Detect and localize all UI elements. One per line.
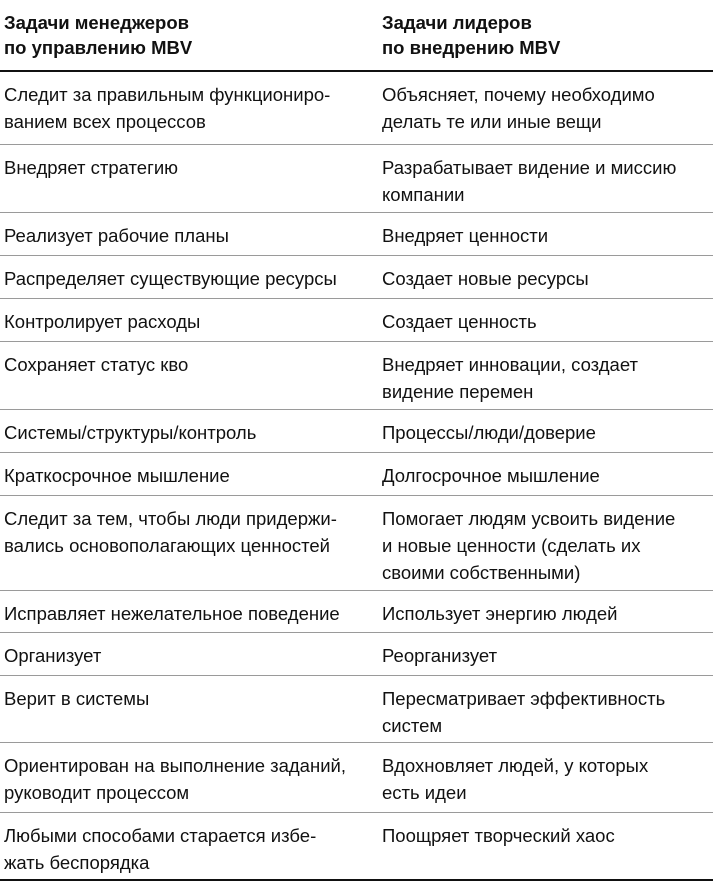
table-row — [0, 213, 713, 256]
table-row — [0, 342, 713, 410]
manager-task-cell: Верит в системы — [4, 688, 150, 709]
leader-task-cell: Разрабатывает видение и миссию компании — [382, 157, 677, 205]
manager-task-cell: Контролирует расходы — [4, 311, 201, 332]
table-row — [0, 299, 713, 342]
leader-task-cell: Внедряет инновации, создает видение перемен — [382, 354, 638, 402]
table-header-row — [0, 0, 713, 72]
leader-task-cell: Поощряет творческий хаос — [382, 825, 615, 846]
manager-task-cell: Сохраняет статус кво — [4, 354, 189, 375]
leader-task-cell: Вдохновляет людей, у которых есть идеи — [382, 755, 649, 803]
leader-task-cell: Долгосрочное мышление — [382, 465, 600, 486]
manager-task-cell: Краткосрочное мышление — [4, 465, 230, 486]
manager-task-cell: Любыми способами старается избе- жать беспорядка — [4, 825, 317, 873]
table-row — [0, 591, 713, 633]
table-row — [0, 813, 713, 881]
manager-task-cell: Организует — [4, 645, 102, 666]
manager-task-cell: Реализует рабочие планы — [4, 225, 229, 246]
manager-task-cell: Внедряет стратегию — [4, 157, 179, 178]
leader-task-cell: Помогает людям усвоить видение и новые ценности (сделать их своими собственными) — [382, 508, 676, 583]
header-leaders: Задачи лидеров по внедрению MBV — [382, 12, 561, 58]
table-row — [0, 453, 713, 496]
table-body — [0, 72, 713, 881]
table-row — [0, 743, 713, 813]
table-row — [0, 72, 713, 145]
table-row — [0, 145, 713, 213]
manager-task-cell: Исправляет нежелательное поведение — [4, 603, 340, 624]
table-row — [0, 633, 713, 676]
manager-task-cell: Распределяет существующие ресурсы — [4, 268, 337, 289]
leader-task-cell: Создает новые ресурсы — [382, 268, 589, 289]
leader-task-cell: Объясняет, почему необходимо делать те или иные вещи — [382, 84, 655, 132]
table-row — [0, 256, 713, 299]
manager-task-cell: Следит за правильным функциониро- ванием всех процессов — [4, 84, 331, 132]
manager-task-cell: Системы/структуры/контроль — [4, 422, 257, 443]
manager-task-cell: Ориентирован на выполнение заданий, руководит процессом — [4, 755, 346, 803]
leader-task-cell: Создает ценность — [382, 311, 537, 332]
header-managers: Задачи менеджеров по управлению MBV — [4, 12, 193, 58]
leader-task-cell: Использует энергию людей — [382, 603, 618, 624]
table-row — [0, 676, 713, 743]
leader-task-cell: Пересматривает эффективность систем — [382, 688, 666, 736]
leader-task-cell: Процессы/люди/доверие — [382, 422, 596, 443]
table-row — [0, 410, 713, 453]
leader-task-cell: Внедряет ценности — [382, 225, 549, 246]
manager-task-cell: Следит за тем, чтобы люди придержи- вались основополагающих ценностей — [4, 508, 337, 556]
table-row — [0, 496, 713, 591]
leader-task-cell: Реорганизует — [382, 645, 498, 666]
